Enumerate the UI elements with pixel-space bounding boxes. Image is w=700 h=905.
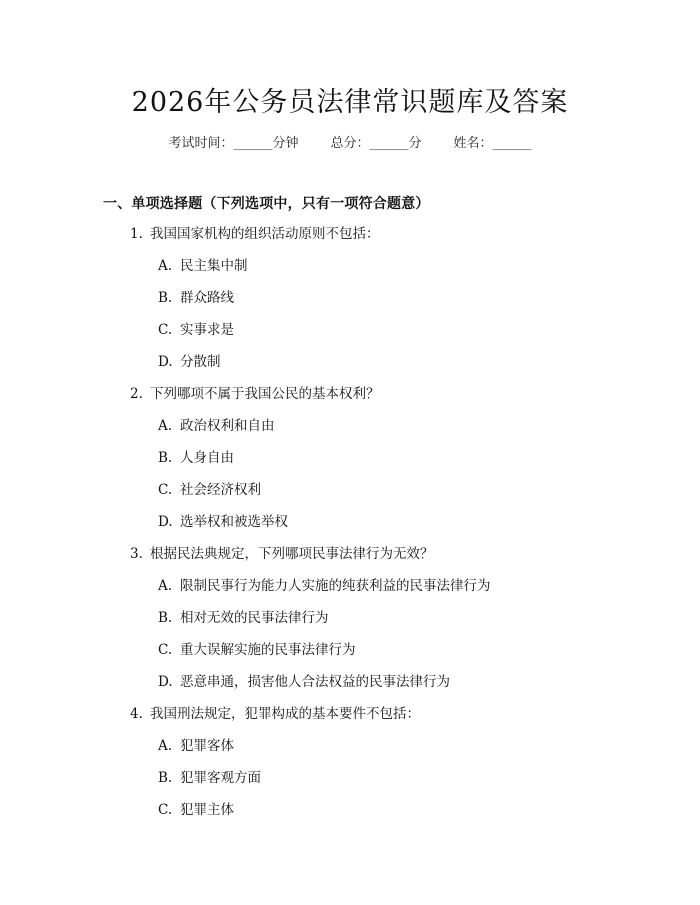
option-b bbox=[0, 768, 700, 800]
option-text: 政治权利和自由 bbox=[180, 418, 275, 434]
option-letter: A. bbox=[158, 578, 173, 594]
option-text: 人身自由 bbox=[180, 450, 234, 466]
option-d bbox=[0, 672, 700, 704]
option-letter: C. bbox=[158, 802, 173, 818]
option-a bbox=[0, 736, 700, 768]
option-letter: A. bbox=[158, 738, 173, 754]
question-number: 4. bbox=[130, 706, 143, 722]
section-heading: 一、单项选择题（下列选项中，只有一项符合题意） bbox=[103, 196, 430, 212]
question-2 bbox=[0, 384, 700, 544]
question-text: 根据民法典规定，下列哪项民事法律行为无效？ bbox=[150, 546, 434, 562]
option-c bbox=[0, 800, 700, 832]
option-letter: A. bbox=[158, 258, 173, 274]
option-text: 社会经济权利 bbox=[180, 482, 261, 498]
option-text: 犯罪客体 bbox=[180, 738, 234, 754]
question-3 bbox=[0, 544, 700, 704]
question-number: 1. bbox=[130, 226, 143, 242]
option-text: 民主集中制 bbox=[180, 258, 248, 274]
option-text: 实事求是 bbox=[180, 322, 234, 338]
option-c bbox=[0, 480, 700, 512]
option-letter: C. bbox=[158, 642, 173, 658]
question-text: 下列哪项不属于我国公民的基本权利？ bbox=[150, 386, 380, 402]
option-c bbox=[0, 640, 700, 672]
option-letter: C. bbox=[158, 322, 173, 338]
option-d bbox=[0, 352, 700, 384]
total-score-field: 总分：______分 bbox=[330, 136, 422, 151]
option-letter: C. bbox=[158, 482, 173, 498]
option-letter: D. bbox=[158, 354, 173, 370]
option-a bbox=[0, 576, 700, 608]
exam-meta bbox=[0, 132, 700, 151]
exam-time-field: 考试时间：______分钟 bbox=[168, 136, 299, 151]
option-b bbox=[0, 448, 700, 480]
question-stem bbox=[0, 704, 700, 736]
option-c bbox=[0, 320, 700, 352]
option-a bbox=[0, 416, 700, 448]
question-text: 我国国家机构的组织活动原则不包括： bbox=[150, 226, 380, 242]
document-title: 2026年公务员法律常识题库及答案 bbox=[131, 87, 569, 118]
option-text: 重大误解实施的民事法律行为 bbox=[180, 642, 356, 658]
option-text: 犯罪主体 bbox=[180, 802, 234, 818]
option-letter: A. bbox=[158, 418, 173, 434]
option-text: 选举权和被选举权 bbox=[180, 514, 288, 530]
question-number: 2. bbox=[130, 386, 143, 402]
option-text: 群众路线 bbox=[180, 290, 234, 306]
question-list bbox=[0, 224, 700, 832]
option-text: 犯罪客观方面 bbox=[180, 770, 261, 786]
question-text: 我国刑法规定，犯罪构成的基本要件不包括： bbox=[150, 706, 420, 722]
option-text: 限制民事行为能力人实施的纯获利益的民事法律行为 bbox=[180, 578, 491, 594]
option-text: 恶意串通，损害他人合法权益的民事法律行为 bbox=[180, 674, 450, 690]
question-4 bbox=[0, 704, 700, 832]
option-text: 相对无效的民事法律行为 bbox=[180, 610, 329, 626]
option-b bbox=[0, 608, 700, 640]
name-field: 姓名：______ bbox=[453, 136, 532, 151]
question-stem bbox=[0, 224, 700, 256]
option-b bbox=[0, 288, 700, 320]
option-letter: D. bbox=[158, 674, 173, 690]
option-letter: B. bbox=[158, 610, 173, 626]
option-letter: D. bbox=[158, 514, 173, 530]
question-number: 3. bbox=[130, 546, 143, 562]
option-d bbox=[0, 512, 700, 544]
question-stem bbox=[0, 384, 700, 416]
question-1 bbox=[0, 224, 700, 384]
option-text: 分散制 bbox=[180, 354, 221, 370]
option-letter: B. bbox=[158, 770, 173, 786]
option-letter: B. bbox=[158, 290, 173, 306]
option-a bbox=[0, 256, 700, 288]
question-stem bbox=[0, 544, 700, 576]
option-letter: B. bbox=[158, 450, 173, 466]
